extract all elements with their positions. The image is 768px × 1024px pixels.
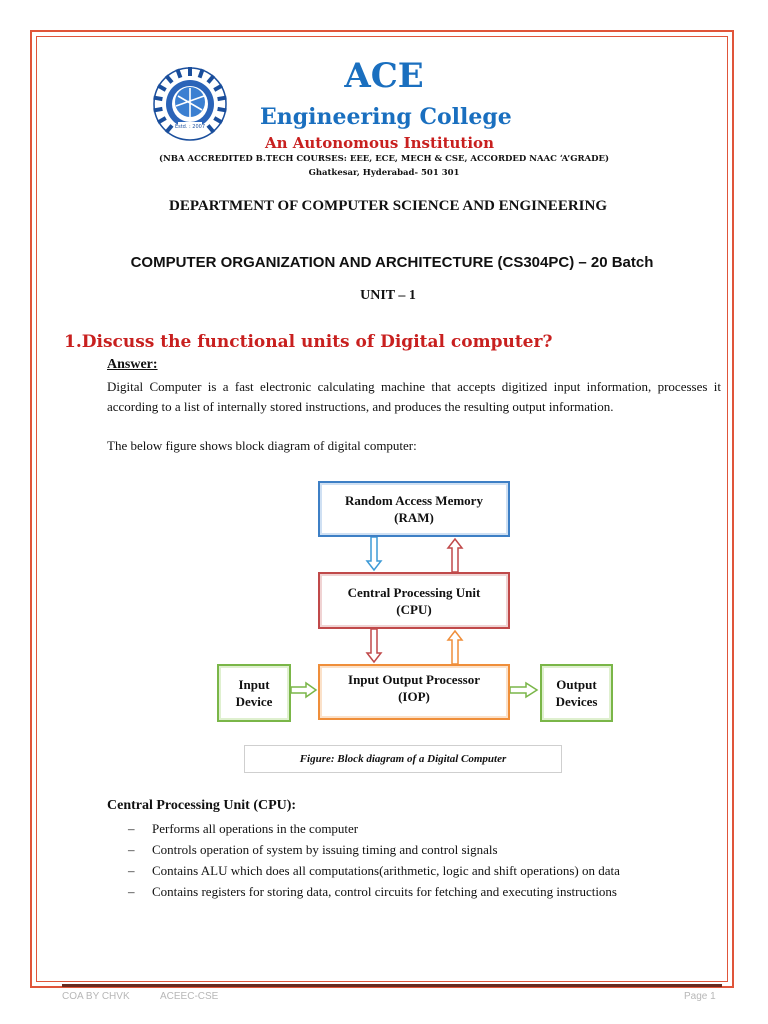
bullet-text: Performs all operations in the computer (152, 821, 359, 836)
unit-title: UNIT – 1 (360, 288, 416, 303)
college-tagline: An Autonomous Institution (265, 134, 494, 152)
dash-bullet-icon: – (128, 821, 135, 836)
footer-dept: ACEEC-CSE (160, 991, 219, 1002)
course-title: COMPUTER ORGANIZATION AND ARCHITECTURE (CS304PC) – 20 Batch (130, 254, 654, 271)
cpu-block (318, 572, 510, 629)
figure-caption: Figure: Block diagram of a Digital Computer (244, 745, 562, 773)
list-item (128, 839, 620, 860)
bullet-text: Contains registers for storing data, control circuits for fetching and executing instructions (152, 884, 617, 899)
answer-label: Answer: (107, 357, 158, 372)
department-title: DEPARTMENT OF COMPUTER SCIENCE AND ENGINEERING (169, 198, 607, 214)
address-line: Ghatkesar, Hyderabad- 501 301 (308, 168, 460, 178)
iop-label: Input Output Processor (348, 672, 480, 687)
input-label-1: Input (238, 677, 270, 692)
iop-abbr: (IOP) (398, 689, 430, 704)
college-subtitle: Engineering College (260, 104, 512, 130)
ram-label: Random Access Memory (345, 493, 483, 508)
cpu-label: Central Processing Unit (347, 584, 481, 600)
input-device-block (217, 664, 291, 722)
accreditation-line: (NBA ACCREDITED B.TECH COURSES: EEE, ECE, MECH & CSE, ACCORDED NAAC ‘A’GRADE) (158, 154, 610, 164)
answer-paragraph: Digital Computer is a fast electronic calculating machine that accepts digitized input information, processes it according to a list of internally stored instructions, and produces the resulting output information. (107, 379, 721, 414)
dash-bullet-icon: – (128, 863, 135, 878)
footer-author: COA BY CHVK (62, 991, 130, 1002)
list-item (128, 860, 620, 881)
output-label-1: Output (556, 677, 597, 692)
list-item (128, 881, 620, 902)
dash-bullet-icon: – (128, 884, 135, 899)
college-name: ACE (344, 56, 424, 96)
footer-divider (62, 984, 722, 987)
iop-block (318, 664, 510, 720)
cpu-bullet-list (128, 818, 620, 902)
figure-intro: The below figure shows block diagram of digital computer: (107, 438, 417, 453)
cpu-section-heading: Central Processing Unit (CPU): (107, 798, 297, 813)
ram-abbr: (RAM) (394, 510, 434, 525)
dash-bullet-icon: – (128, 842, 135, 857)
cpu-abbr: (CPU) (396, 601, 432, 617)
input-label-2: Device (235, 694, 273, 709)
footer-page-number: Page 1 (684, 991, 716, 1002)
output-devices-block (540, 664, 613, 722)
logo-estd-text: Estd. : 2007 (174, 124, 206, 130)
list-item (128, 818, 620, 839)
bullet-text: Contains ALU which does all computations(arithmetic, logic and shift operations) on data (152, 863, 620, 878)
question-heading: 1.Discuss the functional units of Digital computer? (64, 332, 553, 352)
ram-block (318, 481, 510, 537)
output-label-2: Devices (555, 694, 598, 709)
bullet-text: Controls operation of system by issuing timing and control signals (152, 842, 498, 857)
